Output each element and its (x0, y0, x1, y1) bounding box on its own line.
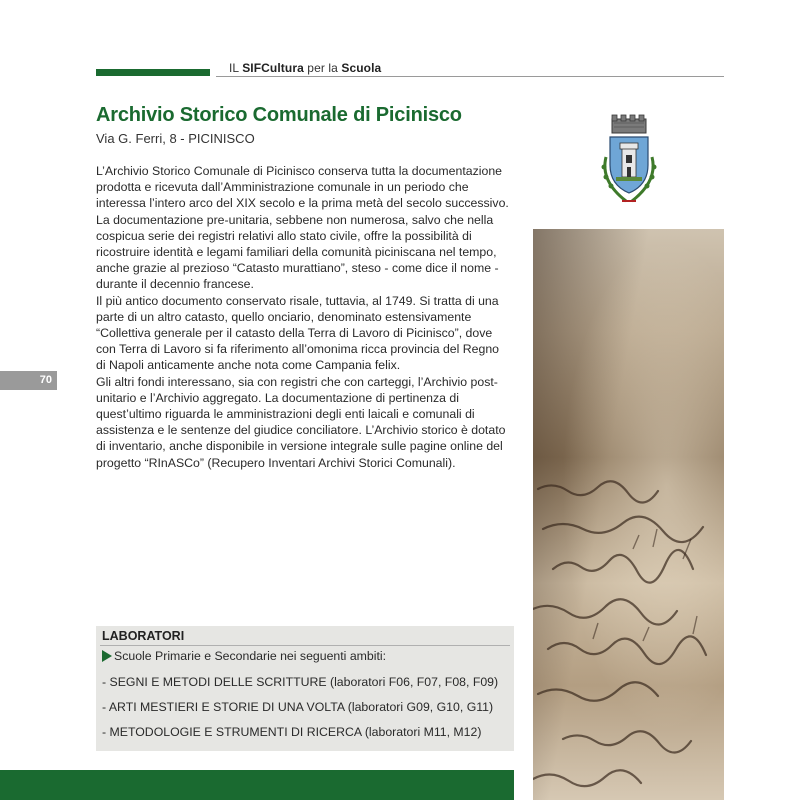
body-line: L’Archivio Storico Comunale di Picinisco conserva tutta la documentazione (96, 164, 503, 178)
page-number: 70 (39, 374, 52, 386)
body-line: ricostruire identità e legami familiari della comunità piciniscana nel tempo, (96, 245, 497, 260)
body-line: progetto “RInASCo” (Recupero Inventari Archivi Storici Comunali). (96, 455, 456, 470)
coat-of-arms-icon (596, 113, 662, 209)
body-line: unitario e l’Archivio aggregato. La documentazione di pertinenza di (96, 390, 459, 405)
laboratori-intro (102, 649, 386, 663)
body-line: parte di un altro catasto, quello onciario, denominato estensivamente (96, 309, 472, 324)
body-line: con Terra di Lavoro si fa riferimento all’omonima ricca provincia del Regno (96, 342, 500, 357)
body-text (96, 163, 515, 471)
body-line: interessa l’intero arco del XIX secolo e la prima metà del secolo successivo. (96, 196, 509, 211)
body-line: durante il decennio francese. (96, 277, 254, 292)
body-line: di inventario, anche disponibile in versione integrale sulle pagine online del (96, 439, 503, 454)
body-line: La documentazione pre-unitaria, sebbene non numerosa, salvo che nella (96, 212, 494, 227)
manuscript-photo (533, 229, 724, 800)
laboratori-item: - ARTI MESTIERI E STORIE DI UNA VOLTA (laboratori G09, G10, G11) (102, 700, 494, 714)
header-accent-bar (96, 69, 210, 76)
laboratori-item: - SEGNI E METODI DELLE SCRITTURE (laboratori F06, F07, F08, F09) (102, 675, 499, 689)
laboratori-title: LABORATORI (102, 629, 185, 643)
page-title: Archivio Storico Comunale di Picinisco (96, 104, 462, 126)
handwriting-strokes (533, 229, 724, 800)
body-line: anche grazie al prezioso “Catasto murattiano”, steso - come dice il nome - (96, 261, 499, 276)
body-line: cospicua serie dei registri relativi allo stato civile, offre la possibilità di (96, 228, 472, 243)
body-line: quest’ultimo riguarda le amministrazioni degli enti laicali e comunali di (96, 407, 475, 422)
body-line: Il più antico documento conservato risale, tuttavia, al 1749. Si tratta di una (96, 293, 499, 308)
body-line: assistenza e le sentenze del giudice conciliatore. L’Archivio storico è dotato (96, 423, 506, 438)
header-prefix: IL (229, 61, 243, 75)
body-line: prodotta e ricevuta dall’Amministrazione comunale in un periodo che (96, 180, 469, 195)
address: Via G. Ferri, 8 - PICINISCO (96, 131, 255, 146)
play-triangle-icon (102, 650, 112, 662)
header-rule (216, 76, 724, 77)
laboratori-item: - METODOLOGIE E STRUMENTI DI RICERCA (laboratori M11, M12) (102, 725, 482, 739)
body-line: “Collettiva generale per il catasto della Terra di Lavoro di Picinisco”, dove (96, 326, 493, 341)
body-line: Gli altri fondi interessano, sia con registri che con carteggi, l’Archivio post- (96, 374, 498, 389)
laboratori-rule (100, 645, 510, 646)
header-tail: Scuola (341, 61, 382, 75)
body-line: di Napoli anticamente anche nota come Campania felix. (96, 358, 401, 373)
header-brand: SIFCultura (242, 61, 304, 75)
header-middle: per la (303, 61, 342, 75)
footer-bar (0, 770, 514, 800)
laboratori-intro-text: Scuole Primarie e Secondarie nei seguenti ambiti: (114, 649, 387, 663)
running-header (229, 61, 381, 75)
